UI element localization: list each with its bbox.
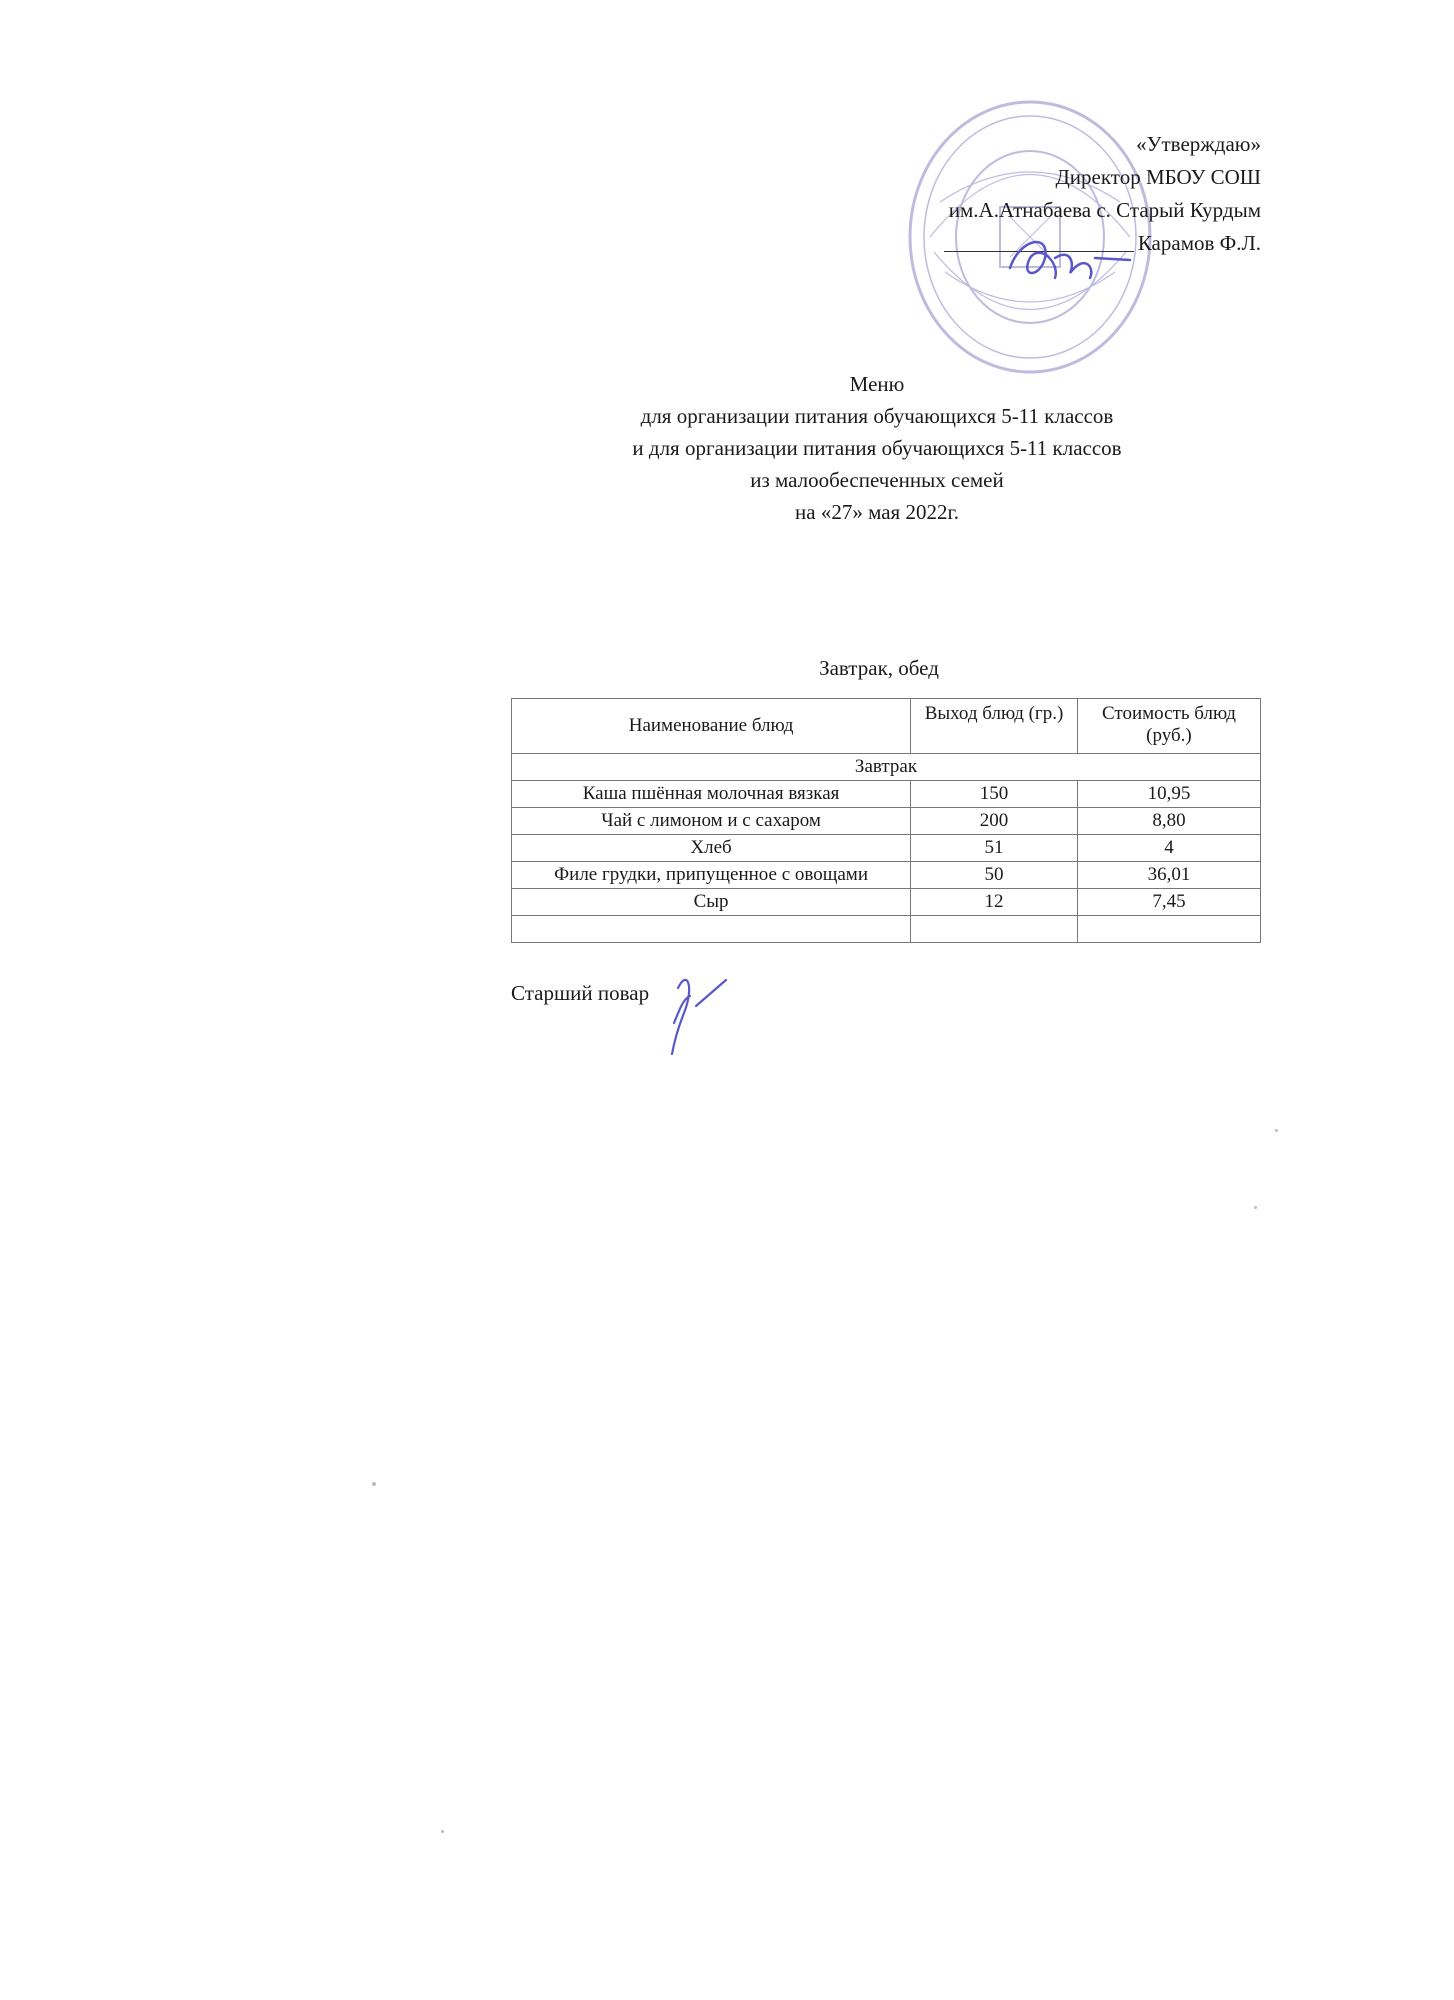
- director-name: Карамов Ф.Л.: [1137, 231, 1261, 255]
- dish-weight: 50: [911, 862, 1078, 889]
- cook-signature: [660, 968, 740, 1058]
- menu-table: [511, 698, 1261, 943]
- dish-weight: 12: [911, 889, 1078, 916]
- dish-name: Филе грудки, припущенное с овощами: [512, 862, 911, 889]
- dish-price: 4: [1077, 835, 1260, 862]
- table-row: [512, 862, 1261, 889]
- table-row: [512, 781, 1261, 808]
- dish-price: 7,45: [1077, 889, 1260, 916]
- dish-weight: 150: [911, 781, 1078, 808]
- dish-price: 8,80: [1077, 808, 1260, 835]
- scan-speck: [1275, 1129, 1278, 1132]
- approve-label: «Утверждаю»: [1136, 132, 1261, 156]
- scan-speck: [441, 1830, 444, 1833]
- scan-speck: [372, 1482, 376, 1486]
- section-row: [512, 754, 1261, 781]
- title-line-3: и для организации питания обучающихся 5-11 классов: [632, 436, 1122, 460]
- table-row: [512, 835, 1261, 862]
- dish-weight: 51: [911, 835, 1078, 862]
- school-name: им.А.Атнабаева с. Старый Курдым: [948, 198, 1261, 222]
- document-title: [0, 368, 1454, 528]
- header-price: Стоимость блюд (руб.): [1077, 699, 1260, 754]
- table-header-row: [512, 699, 1261, 754]
- dish-price: 36,01: [1077, 862, 1260, 889]
- table-row: [512, 808, 1261, 835]
- title-line-2: для организации питания обучающихся 5-11 классов: [640, 404, 1114, 428]
- empty-cell: [1077, 916, 1260, 943]
- cook-label: Старший повар: [511, 981, 650, 1005]
- dish-name: Каша пшённая молочная вязкая: [512, 781, 911, 808]
- empty-row: [512, 916, 1261, 943]
- empty-cell: [512, 916, 911, 943]
- table-row: [512, 889, 1261, 916]
- title-line-1: Меню: [849, 372, 905, 396]
- header-weight: Выход блюд (гр.): [911, 699, 1078, 754]
- empty-cell: [911, 916, 1078, 943]
- table-caption: Завтрак, обед: [819, 656, 939, 680]
- dish-weight: 200: [911, 808, 1078, 835]
- section-label: Завтрак: [512, 754, 1261, 781]
- title-line-4: из малообеспеченных семей: [750, 468, 1004, 492]
- title-line-5: на «27» мая 2022г.: [795, 500, 959, 524]
- dish-name: Чай с лимоном и с сахаром: [512, 808, 911, 835]
- dish-price: 10,95: [1077, 781, 1260, 808]
- dish-name: Сыр: [512, 889, 911, 916]
- director-signature: [1000, 228, 1140, 288]
- dish-name: Хлеб: [512, 835, 911, 862]
- header-dish-name: Наименование блюд: [512, 699, 911, 754]
- scan-speck: [1254, 1206, 1257, 1209]
- director-position: Директор МБОУ СОШ: [1055, 165, 1261, 189]
